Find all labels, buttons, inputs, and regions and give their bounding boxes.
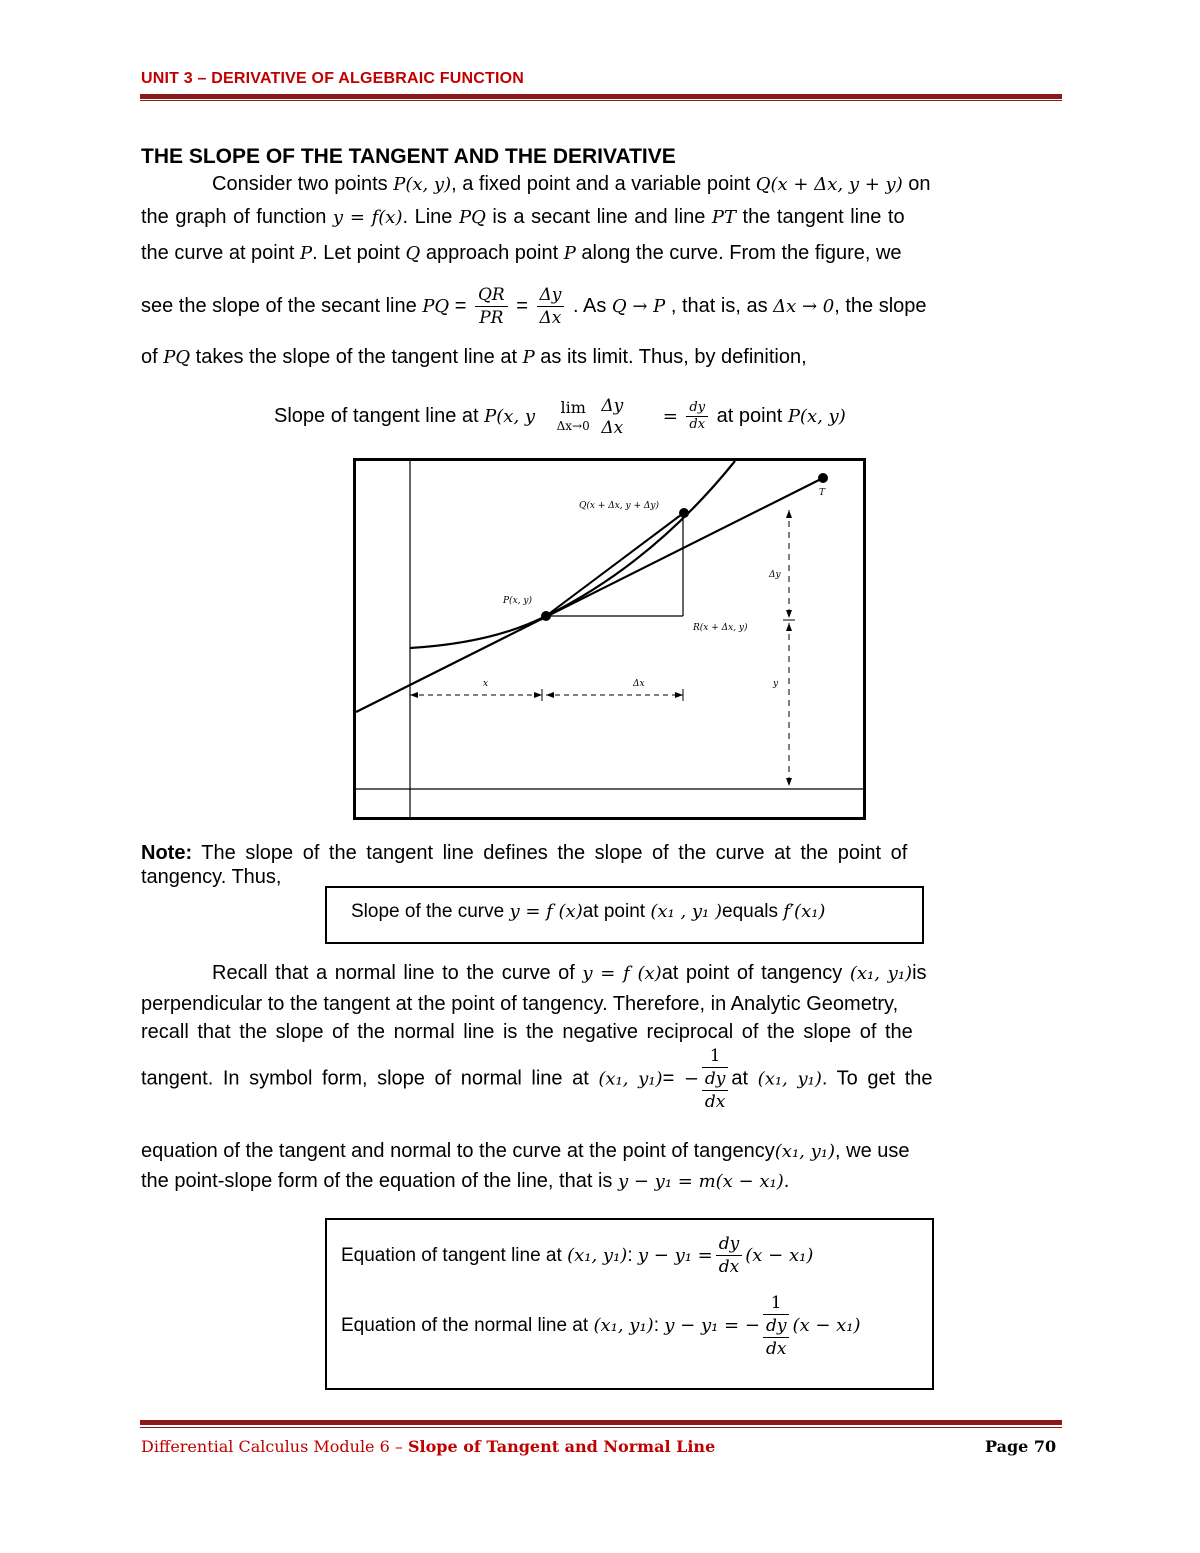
recall-line-4: [141, 1045, 933, 1113]
definition-line: [274, 386, 846, 447]
math-q-to-p: Q → P: [611, 296, 666, 317]
text: Differential Calculus Module 6 –: [141, 1437, 408, 1456]
text: . As: [567, 295, 612, 317]
text: =: [662, 1067, 675, 1090]
text: Slope of the curve: [351, 901, 510, 922]
math-function: y = f (x): [582, 963, 662, 984]
equations-box: [325, 1218, 934, 1390]
fraction-qr-pr: [475, 284, 508, 329]
text: at point: [711, 405, 788, 427]
math-point: (x₁, y₁): [849, 963, 913, 984]
text: . Line: [402, 206, 459, 228]
text: on: [902, 173, 931, 195]
denominator-bottom: dx: [704, 1092, 726, 1112]
text: .: [783, 1170, 790, 1192]
fraction-dy-dx: [598, 395, 626, 439]
label-r: R(x + Δx, y): [693, 623, 748, 633]
math-point: (x₁, y₁): [598, 1068, 663, 1090]
text: at: [731, 1067, 758, 1090]
section-title: THE SLOPE OF THE TANGENT AND THE DERIVATIVE: [141, 145, 676, 168]
text: is a secant line and line: [485, 206, 712, 228]
text: the point-slope form of the equation of the line, that is: [141, 1170, 618, 1192]
math-point: (x₁, y₁): [593, 1315, 654, 1337]
text: Slope of tangent line at: [274, 405, 485, 427]
math-point: P(x, y): [787, 406, 846, 427]
fraction-dy-dx: [537, 284, 565, 329]
text: is: [912, 962, 927, 984]
numerator: dy: [716, 1233, 743, 1256]
tangent-secant-figure: [353, 458, 866, 820]
numerator: 1: [702, 1045, 729, 1068]
lim-subscript: Δx→0: [556, 418, 590, 433]
text: tangent. In symbol form, slope of normal line at: [141, 1067, 599, 1090]
text: The slope of the tangent line defines the slope of the curve at the point of: [192, 842, 908, 864]
text: at point of tangency: [661, 962, 850, 984]
math-lhs: y − y₁ = −: [664, 1315, 760, 1337]
text: as its limit. Thus, by definition,: [534, 346, 807, 368]
page-number-value: 70: [1033, 1437, 1057, 1456]
text: Recall that a normal line to the curve of: [212, 962, 583, 984]
math-q: Q: [405, 243, 421, 264]
box1-content: [351, 901, 825, 923]
text: takes the slope of the tangent line at: [190, 346, 523, 368]
intro-line-2: [141, 206, 905, 229]
denominator-top: dy: [702, 1068, 729, 1091]
text: approach point: [420, 242, 564, 264]
text: of: [141, 346, 164, 368]
unit-header-title: UNIT 3 – DERIVATIVE OF ALGEBRAIC FUNCTION: [141, 70, 525, 87]
note-line-2: [141, 866, 281, 889]
text: . To get the: [821, 1067, 933, 1090]
intro-line-4: [141, 278, 927, 335]
math-point: (x₁, y₁): [757, 1068, 822, 1090]
slope-of-curve-box: [325, 886, 924, 944]
math-point: P(x, y: [484, 406, 536, 427]
normal-equation: [341, 1292, 861, 1360]
text: , the slope: [834, 295, 927, 317]
math-point: (x₁, y₁): [567, 1245, 628, 1266]
text: Equation of tangent line at: [341, 1245, 568, 1266]
label-x: x: [483, 679, 489, 689]
math-function: y = f (x): [509, 901, 583, 922]
footer-rule-thin: [140, 1427, 1062, 1428]
denominator: Δx: [601, 417, 624, 438]
text: the curve at point: [141, 242, 300, 264]
header-rule-thin: [140, 100, 1062, 101]
recall-line-1: [212, 962, 927, 985]
recall-line-3: recall that the slope of the normal line is the negative reciprocal of the slope of the: [141, 1021, 913, 1043]
math-pq: PQ: [163, 347, 191, 368]
recall-line-5: [141, 1140, 910, 1163]
text: Page: [985, 1437, 1034, 1456]
math-point: (x₁, y₁): [774, 1141, 836, 1162]
numerator: Δy: [601, 395, 624, 416]
text: the tangent line to: [736, 206, 905, 228]
math-pq: PQ: [458, 207, 486, 228]
label-dx: Δx: [633, 679, 645, 689]
math-point: (x₁ , y₁ ): [650, 901, 723, 922]
limit: [557, 399, 590, 435]
text: along the curve. From the figure, we: [575, 242, 902, 264]
fraction-dy-dx: [716, 1233, 743, 1278]
intro-line-3: [141, 242, 902, 265]
label-dy: Δy: [769, 570, 781, 580]
math-rhs: (x − x₁): [792, 1315, 861, 1337]
fraction-neg-reciprocal: [702, 1045, 729, 1113]
text: Equation of the normal line at: [341, 1315, 594, 1337]
footer-topic: Slope of Tangent and Normal Line: [407, 1437, 716, 1456]
recall-line-2: perpendicular to the tangent at the point of tangency. Therefore, in Analytic Geometry,: [141, 993, 899, 1015]
math-rhs: (x − x₁): [745, 1245, 814, 1266]
text: equation of the tangent and normal to the curve at the point of tangency: [141, 1140, 775, 1162]
math-lhs: y − y₁ =: [637, 1245, 713, 1266]
text: see the slope of the secant line: [141, 295, 423, 317]
recall-line-6: [141, 1170, 789, 1193]
math-derivative: f′(x₁): [783, 901, 826, 922]
text: :: [653, 1315, 665, 1337]
math-pt: PT: [711, 207, 736, 228]
text: :: [627, 1245, 638, 1266]
numerator: 1: [763, 1292, 790, 1315]
math-function: y = f(x): [332, 207, 403, 228]
math-pq: PQ: [422, 296, 450, 317]
page-number: [985, 1437, 1056, 1456]
text: =: [449, 295, 472, 317]
footer-module-title: [141, 1437, 715, 1456]
text: equals: [722, 901, 784, 922]
text: Consider two points: [212, 173, 394, 195]
label-q: Q(x + Δx, y + Δy): [579, 501, 659, 511]
text: , we use: [835, 1140, 910, 1162]
math-point-q: Q(x + Δx, y + y): [755, 174, 903, 195]
fraction-d: [686, 400, 708, 433]
tangent-equation: [341, 1228, 813, 1284]
label-y: y: [773, 679, 779, 689]
denominator-bottom: dx: [765, 1339, 787, 1359]
text: . Let point: [312, 242, 406, 264]
numerator: dy: [686, 400, 708, 417]
math-dx-to-0: Δx → 0: [773, 296, 835, 317]
math-point-slope: y − y₁ = m(x − x₁): [617, 1171, 784, 1192]
footer-rule: [140, 1420, 1062, 1425]
label-p: P(x, y): [503, 596, 532, 606]
equals: =: [662, 406, 678, 427]
text: , a fixed point and a variable point: [451, 173, 756, 195]
note-label: Note:: [141, 842, 193, 864]
denominator: Δx: [539, 308, 562, 329]
note-line-1: [141, 842, 907, 865]
fraction-neg-reciprocal: [763, 1292, 790, 1360]
denominator: PR: [479, 308, 504, 329]
text: =: [510, 295, 534, 317]
label-t: T: [819, 488, 826, 498]
text: , that is, as: [665, 295, 774, 317]
numerator: QR: [475, 284, 508, 307]
header-rule: [140, 94, 1062, 99]
lim-label: lim: [560, 397, 586, 417]
text: the graph of function: [141, 206, 333, 228]
intro-line-1: [212, 173, 931, 196]
math-point-p: P(x, y): [393, 174, 452, 195]
minus: −: [683, 1068, 699, 1090]
text: at point: [582, 901, 651, 922]
denominator: dx: [689, 417, 706, 433]
math-p: P: [563, 243, 576, 264]
denominator-top: dy: [763, 1315, 790, 1338]
math-p: P: [299, 243, 313, 264]
denominator: dx: [718, 1257, 740, 1278]
math-p: P: [522, 347, 535, 368]
text: tangency. Thus,: [141, 866, 282, 888]
intro-line-5: [141, 346, 807, 369]
numerator: Δy: [537, 284, 565, 307]
